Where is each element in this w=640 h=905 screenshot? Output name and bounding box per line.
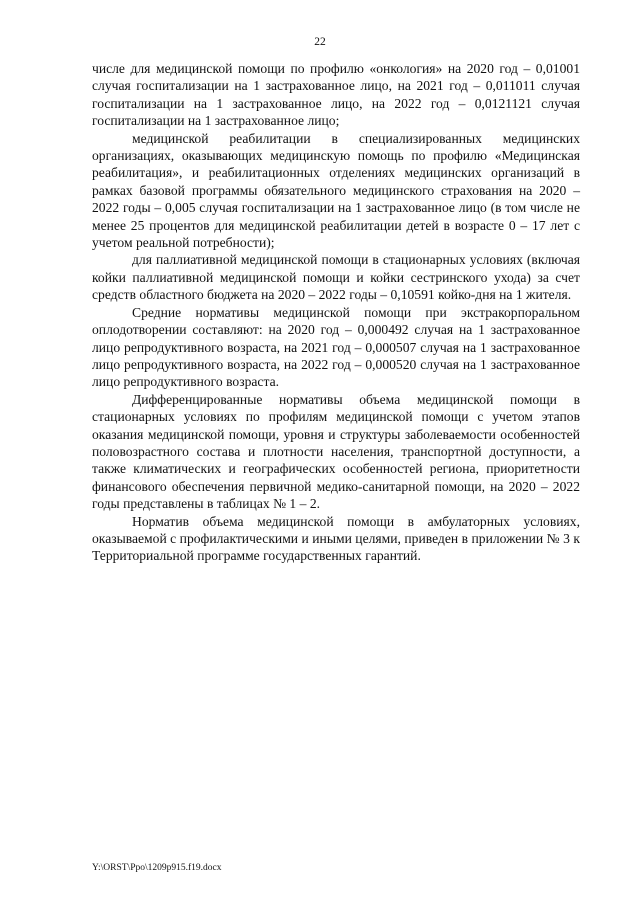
paragraph-ivf-norms: Средние нормативы медицинской помощи при экстракорпоральном оплодотворении составляют: на 2020 год – 0,000492 случая на 1 застрахованное лицо репродуктивного возраста, на 2021 год – 0,000507 случая на 1 застрахованное лицо репродуктивного возраста, на 2022 год – 0,000520 случая на 1 застрахованное лицо репродуктивного возраста. <box>92 304 580 390</box>
paragraph-palliative-care: для паллиативной медицинской помощи в стационарных условиях (включая койки паллиативной медицинской помощи и койки сестринского ухода) за счет средств областного бюджета на 2020 – 2022 годы – 0,10591 койко-дня на 1 жителя. <box>92 252 580 303</box>
document-body <box>92 60 580 565</box>
paragraph-oncology-continuation: числе для медицинской помощи по профилю «онкология» на 2020 год – 0,01001 случая госпитализации на 1 застрахованное лицо, на 2021 год – 0,011011 случая госпитализации на 1 застрахованное лицо, на 2022 год – 0,0121121 случая госпитализации на 1 застрахованное лицо; <box>92 61 580 129</box>
paragraph-outpatient-norm: Норматив объема медицинской помощи в амбулаторных условиях, оказываемой с профилактическими и иными целями, приведен в приложении № 3 к Территориальной программе государственных гарантий. <box>92 513 580 564</box>
page-number: 22 <box>314 36 326 48</box>
paragraph-medical-rehabilitation: медицинской реабилитации в специализированных медицинских организациях, оказывающих медицинскую помощь по профилю «Медицинская реабилитация», и реабилитационных отделениях медицинских организаций в рамках базовой программы обязательного медицинского страхования на 2020 – 2022 годы – 0,005 случая госпитализации на 1 застрахованное лицо (в том числе не менее 25 процентов для медицинской реабилитации детей в возрасте 0 – 17 лет с учетом реальной потребности); <box>92 130 580 251</box>
footer-file-path: Y:\ORST\Ppo\1209p915.f19.docx <box>92 863 222 873</box>
paragraph-differentiated-norms: Дифференцированные нормативы объема медицинской помощи в стационарных условиях по профилям медицинской помощи с учетом этапов оказания медицинской помощи, уровня и структуры заболеваемости особенностей половозрастного состава и плотности населения, транспортной доступности, а также климатических и географических особенностей региона, приоритетности финансового обеспечения первичной медико-санитарной помощи, на 2020 – 2022 годы представлены в таблицах № 1 – 2. <box>92 391 580 512</box>
